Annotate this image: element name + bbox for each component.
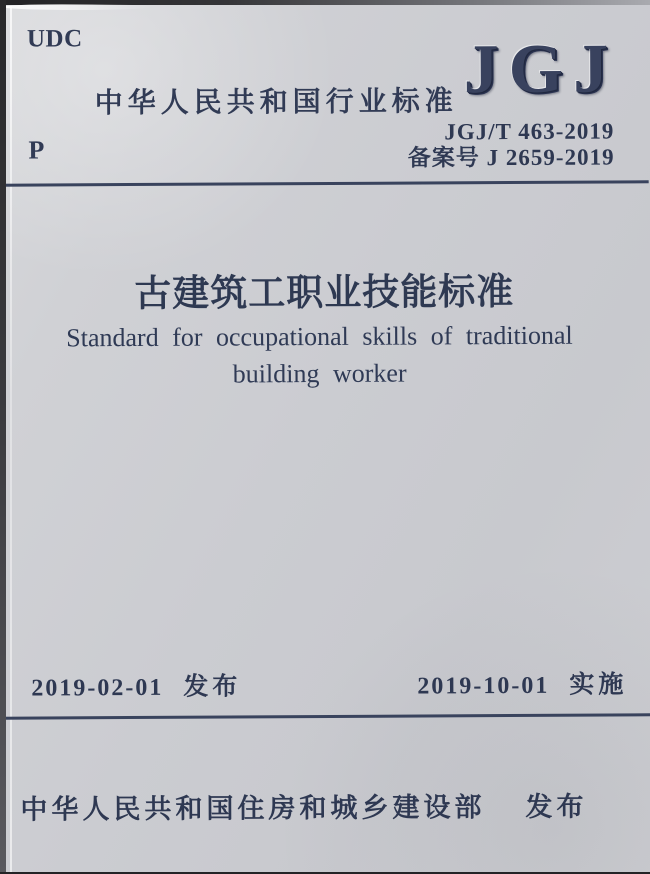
doc-class-label: P <box>28 135 45 165</box>
publisher-row <box>2 785 606 827</box>
divider-top <box>0 180 649 186</box>
implement-date-group <box>417 664 627 701</box>
divider-bottom <box>1 713 650 719</box>
publisher-name: 中华人民共和国住房和城乡建设部 <box>20 792 486 825</box>
publish-label: 发布 <box>525 791 588 822</box>
standard-numbers-block <box>408 118 615 171</box>
title-chinese: 古建筑工职业技能标准 <box>134 272 515 315</box>
issue-label: 发布 <box>183 673 242 701</box>
jgj-logo: JGJ <box>463 30 619 109</box>
title-english <box>0 316 640 393</box>
implement-label: 实施 <box>569 671 628 699</box>
photo-edge-left <box>0 0 6 872</box>
header-title: 中华人民共和国行业标准 <box>94 85 458 119</box>
issue-date: 2019-02-01 <box>31 674 164 702</box>
record-number: 备案号 J 2659-2019 <box>407 144 615 171</box>
dates-row <box>31 664 627 703</box>
paper-edge-highlight <box>2 4 152 10</box>
udc-label: UDC <box>26 25 83 53</box>
standard-number: JGJ/T 463-2019 <box>444 118 615 145</box>
issue-date-group <box>31 666 241 703</box>
title-english-line2: building worker <box>232 358 407 389</box>
implement-date: 2019-10-01 <box>417 672 550 700</box>
title-english-line1: Standard for occupational skills of traditional <box>66 320 573 353</box>
